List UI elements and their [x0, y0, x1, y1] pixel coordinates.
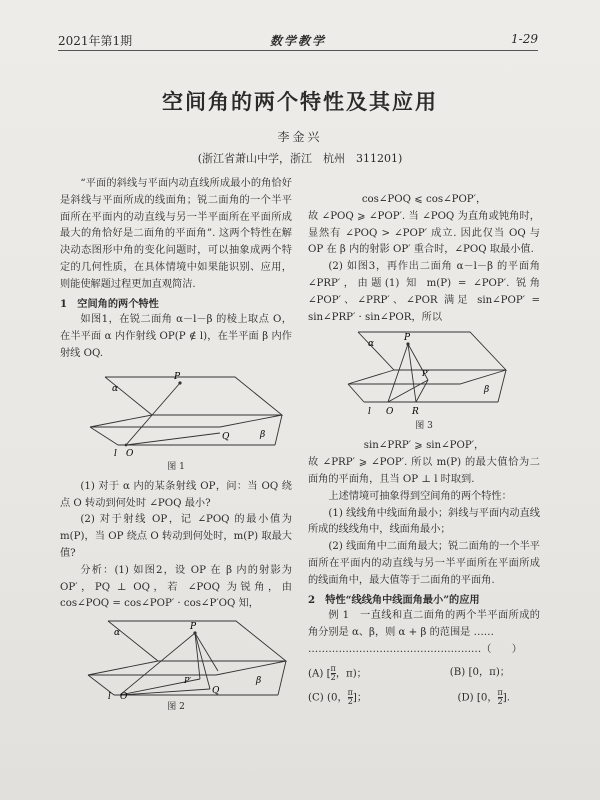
answer-blank: ……………………………………………（ ） — [308, 643, 522, 655]
fig1-label-l: l — [114, 448, 117, 459]
section-1-heading: 1 空间角的两个特性 — [60, 297, 159, 310]
property-1: (1) 线线角中线面角最小；斜线与平面内动直线所成的线线角中，线面角最小； — [308, 507, 540, 536]
fig1-label-Q: Q — [222, 431, 230, 442]
fig1-label-alpha: α — [112, 383, 119, 394]
property-2: (2) 线面角中二面角最大；锐二面角的一个半平面所在平面内的动直线与另一半平面所在平面所成的线面角中，最大值等于二面角的平面角. — [308, 541, 540, 586]
figure-3-caption: 图 3 — [415, 421, 433, 432]
fraction: $\frac{\pi}{2}$ — [497, 688, 503, 707]
options-row-2 — [308, 689, 540, 707]
fig2-label-Q: Q — [212, 686, 220, 697]
fig3-label-O: O — [386, 407, 394, 418]
intro-paragraph: “平面的斜线与平面内动直线所成最小的角恰好是斜线与平面所成的线面角；锐二面角的一个半平面所在平面内的动直线与另一半平面所在平面所成最大的角恰好是二面角的平面角”. 这两个特性在解决动态图形中角的变化问题时，可以抽象成两个特定的几何性质，在具体情境中如果能识别、应用，则能使解题过程更加直观简洁. — [60, 178, 292, 290]
figure-1-diagram — [60, 367, 292, 459]
article-title: 空间角的两个特性及其应用 — [162, 89, 438, 114]
fig1-label-O: O — [126, 448, 134, 459]
options-row-1 — [308, 665, 540, 683]
fig3-label-alpha: α — [368, 339, 375, 350]
fig2-label-O: O — [120, 692, 128, 700]
fraction: $\frac{\pi}{2}$ — [330, 663, 336, 682]
fig2-label-P-prime: P′ — [184, 676, 192, 686]
paragraph: (2) 如图3，再作出二面角 α－l－β 的平面角 ∠PRP′，由题(1) 知 m(P) = ∠POP′. 锐角 ∠POP′、∠PRP′、∠POR 满足 sin∠POP′ = sin∠PRP′ · sin∠POR，所以 — [308, 261, 540, 323]
fig1-label-beta: β — [260, 429, 266, 440]
fig3-label-P: P — [404, 333, 411, 344]
paragraph: 如图1，在锐二面角 α－l－β 的棱上取点 O，在半平面 α 内作射线 OP(P ∉ l)，在半平面 β 内作射线 OQ. — [60, 314, 292, 359]
example-1: 例 1 一直线和直二面角的两个半平面所成的角分别是 α、β，则 α + β 的范围是 …… — [308, 610, 540, 639]
author-name: 李金兴 — [277, 130, 323, 144]
issue-label: 2021年第1期 — [58, 34, 133, 48]
left-column — [60, 176, 292, 713]
fig2-label-beta: β — [256, 676, 262, 687]
paragraph: 上述情境可抽象得到空间角的两个特性： — [328, 490, 512, 502]
figure-2-caption: 图 2 — [167, 702, 185, 713]
option-d: (D) [0， $\frac{\pi}{2}$ ]. — [457, 688, 510, 707]
figure-3 — [308, 330, 540, 418]
formula-2: sin∠PRP′ ⩾ sin∠POP′， — [363, 440, 485, 452]
figure-1-caption: 图 1 — [167, 461, 185, 472]
formula-1: cos∠POQ ⩽ cos∠POP′， — [361, 194, 487, 205]
fig3-label-l: l — [368, 407, 371, 418]
figure-2-diagram — [60, 617, 292, 699]
paragraph: 故 ∠PRP′ ⩾ ∠POP′. 所以 m(P) 的最大值恰为二面角的平面角，且当 OP ⊥ l 时取到. — [308, 457, 540, 485]
option-a: (A) [ $\frac{\pi}{2}$ ，π)； — [308, 663, 367, 682]
figure-1 — [60, 367, 292, 459]
fig2-label-l: l — [108, 692, 111, 700]
journal-name: 数学教学 — [269, 34, 326, 48]
running-header — [58, 30, 538, 51]
question-2: (2) 对于射线 OP，记 ∠POQ 的最小值为 m(P)，当 OP 绕点 O 转动到何处时，m(P) 取最大值? — [60, 514, 292, 559]
fig2-label-alpha: α — [114, 628, 121, 639]
right-column — [308, 192, 540, 707]
option-b: (B) [0，π)； — [449, 666, 510, 678]
paragraph: 故 ∠POQ ⩾ ∠POP′. 当 ∠POQ 为直角或钝角时，显然有 ∠POQ > ∠POP′ 成立. 因此仅当 OQ 与 OP 在 β 内的射影 OP′ 重合时，∠POQ 取最小值. — [308, 210, 540, 256]
section-2-heading: 2 特性“线线角中线面角最小”的应用 — [308, 593, 480, 606]
fig2-label-P: P — [190, 622, 197, 633]
affiliation: (浙江省萧山中学，浙江 杭州 311201) — [197, 152, 403, 165]
option-c: (C) (0， $\frac{\pi}{2}$ ]； — [308, 688, 368, 707]
figure-2 — [60, 617, 292, 699]
fig3-label-R: R — [412, 407, 419, 418]
figure-3-diagram — [308, 330, 540, 418]
fig3-label-P-prime: P′ — [422, 369, 430, 379]
fig3-label-beta: β — [484, 385, 490, 396]
page-number: 1-29 — [511, 32, 538, 46]
fraction: $\frac{\pi}{2}$ — [347, 688, 353, 707]
fig1-label-P: P — [174, 371, 181, 382]
analysis-paragraph: 分析：(1) 如图2，设 OP 在 β 内的射影为 OP′，PQ ⊥ OQ，若 ∠POQ 为锐角，由 cos∠POQ = cos∠POP′ · cos∠P′OQ 知， — [60, 564, 292, 610]
question-1: (1) 对于 α 内的某条射线 OP，问：当 OQ 绕点 O 转动到何处时 ∠POQ 最小? — [60, 480, 292, 509]
